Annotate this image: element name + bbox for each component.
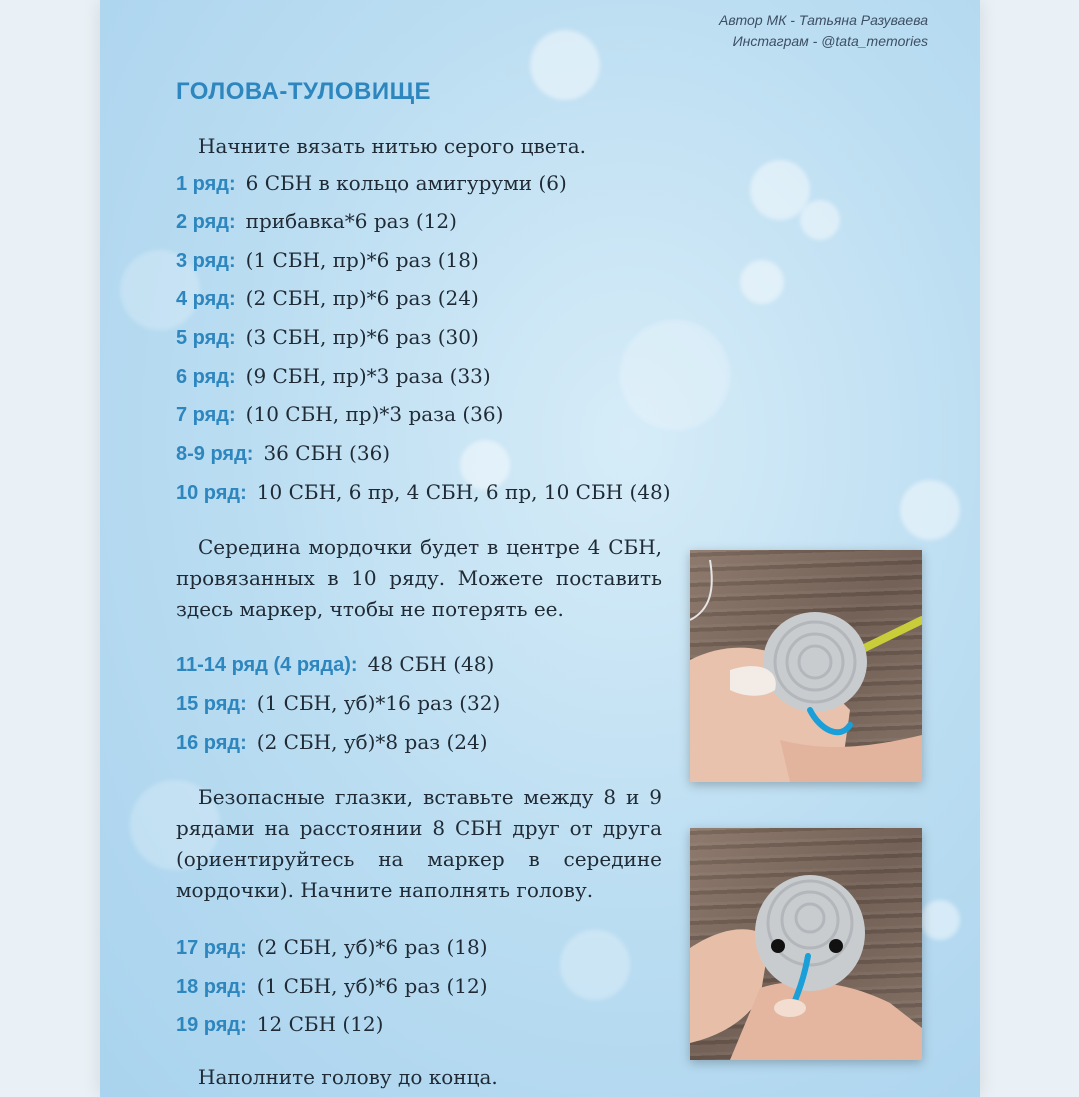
row-label: 11-14 ряд (4 ряда):: [176, 654, 358, 676]
row-label: 8-9 ряд:: [176, 443, 254, 465]
bokeh-circle: [740, 260, 784, 304]
bokeh-circle: [800, 200, 840, 240]
outro-text: Наполните голову до конца.: [198, 1065, 498, 1089]
section-title: ГОЛОВА-ТУЛОВИЩЕ: [176, 78, 432, 105]
row-label: 1 ряд:: [176, 173, 236, 195]
bokeh-circle: [560, 930, 630, 1000]
pattern-row: [176, 171, 567, 196]
row-text: (9 СБН, пр)*3 раза (33): [245, 364, 491, 388]
pattern-row: [176, 402, 503, 427]
crochet-head-eyes-illustration: [690, 828, 922, 1060]
author-credit: [719, 10, 928, 52]
bokeh-circle: [620, 320, 730, 430]
row-text: (1 СБН, пр)*6 раз (18): [245, 248, 479, 272]
row-text: (2 СБН, уб)*6 раз (18): [256, 935, 488, 959]
bokeh-circle: [920, 900, 960, 940]
bokeh-circle: [530, 30, 600, 100]
instagram-line: Инстаграм - @tata_memories: [732, 33, 928, 49]
row-label: 3 ряд:: [176, 250, 236, 272]
row-text: 10 СБН, 6 пр, 4 СБН, 6 пр, 10 СБН (48): [256, 480, 671, 504]
row-label: 5 ряд:: [176, 327, 236, 349]
pattern-row: [176, 325, 479, 350]
row-text: (2 СБН, пр)*6 раз (24): [245, 286, 479, 310]
row-text: 6 СБН в кольцо амигуруми (6): [245, 171, 567, 195]
row-text: (2 СБН, уб)*8 раз (24): [256, 730, 488, 754]
pattern-row: [176, 935, 488, 960]
intro-text: Начните вязать нитью серого цвета.: [198, 134, 586, 158]
row-label: 2 ряд:: [176, 211, 236, 233]
photo-head-marker: [690, 550, 922, 782]
row-label: 15 ряд:: [176, 693, 247, 715]
row-label: 19 ряд:: [176, 1014, 247, 1036]
pattern-page: [100, 0, 980, 1097]
row-label: 16 ряд:: [176, 732, 247, 754]
pattern-row: [176, 248, 479, 273]
row-label: 10 ряд:: [176, 482, 247, 504]
pattern-row: [176, 730, 488, 755]
face-center-paragraph: Середина мордочки будет в центре 4 СБН, провязанных в 10 ряду. Можете поставить здесь маркер, чтобы не потерять ее.: [176, 535, 662, 621]
eyes-paragraph: Безопасные глазки, вставьте между 8 и 9 рядами на расстоянии 8 СБН друг от друга (ориентируйтесь на маркер в середине мордочки). Начните наполнять голову.: [176, 785, 662, 902]
pattern-row: [176, 441, 390, 466]
row-text: 48 СБН (48): [367, 652, 495, 676]
row-label: 18 ряд:: [176, 976, 247, 998]
row-text: (10 СБН, пр)*3 раза (36): [245, 402, 504, 426]
row-text: прибавка*6 раз (12): [245, 209, 457, 233]
pattern-row: [176, 480, 671, 505]
pattern-row: [176, 286, 479, 311]
crochet-head-illustration: [690, 550, 922, 782]
photo-head-eyes: [690, 828, 922, 1060]
row-label: 6 ряд:: [176, 366, 236, 388]
row-label: 4 ряд:: [176, 288, 236, 310]
pattern-row: [176, 974, 488, 999]
row-text: 12 СБН (12): [256, 1012, 384, 1036]
row-text: (1 СБН, уб)*6 раз (12): [256, 974, 488, 998]
bokeh-circle: [900, 480, 960, 540]
author-line: Автор МК - Татьяна Разуваева: [719, 12, 928, 28]
pattern-row: [176, 364, 491, 389]
row-text: 36 СБН (36): [263, 441, 391, 465]
row-text: (3 СБН, пр)*6 раз (30): [245, 325, 479, 349]
pattern-row: [176, 209, 457, 234]
pattern-row: [176, 1012, 383, 1037]
row-label: 7 ряд:: [176, 404, 236, 426]
pattern-row: [176, 691, 500, 716]
row-text: (1 СБН, уб)*16 раз (32): [256, 691, 501, 715]
row-label: 17 ряд:: [176, 937, 247, 959]
pattern-row: [176, 652, 494, 677]
